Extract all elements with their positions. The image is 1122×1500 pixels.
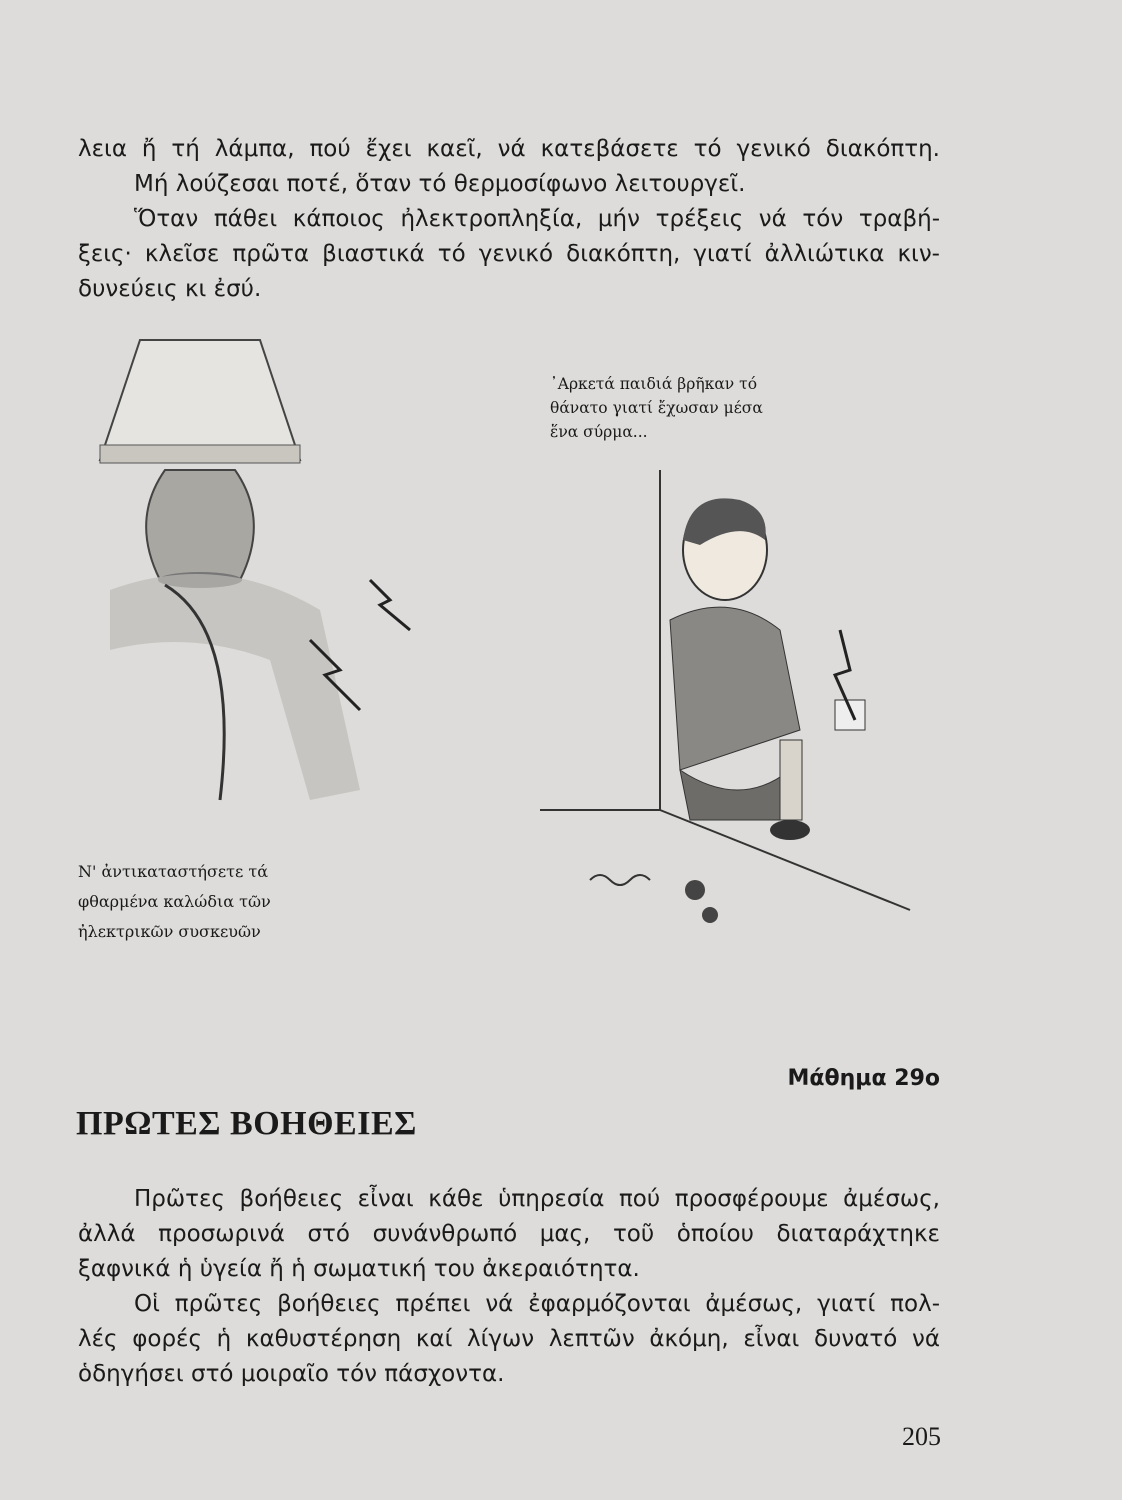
text-line: λές φορές ἡ καθυστέρηση καί λίγων λεπτῶν ἀκόμη, εἶναι δυνατό νά [78,1326,940,1352]
lesson-label: Μάθημα 29ο [787,1066,940,1091]
text-line: Ὅταν πάθει κάποιος ἠλεκτροπληξία, μήν τρέξεις νά τόν τραβή- [134,206,940,232]
page-number: 205 [902,1422,941,1451]
text-line: ἀλλά προσωρινά στό συνάνθρωπό μας, τοῦ ὁποίου διαταράχτηκε [78,1221,940,1247]
caption-left [78,857,271,947]
text-line: ὁδηγήσει στό μοιραῖο τόν πάσχοντα. [78,1361,505,1387]
text-line: Μή λούζεσαι ποτέ, ὅταν τό θερμοσίφωνο λειτουργεῖ. [134,171,746,197]
caption-line: φθαρμένα καλώδια τῶν [78,892,271,911]
caption-line: θάνατο γιατί ἔχωσαν μέσα [550,399,763,417]
lamp-illustration [70,330,430,850]
caption-line: ᾿Αρκετά παιδιά βρῆκαν τό [550,375,758,393]
text-line: λεια ἤ τή λάμπα, πού ἔχει καεῖ, νά κατεβάσετε τό γενικό διακόπτη. [78,136,940,162]
text-line: ξαφνικά ἡ ὑγεία ἤ ἡ σωματική του ἀκεραιότητα. [78,1256,640,1282]
caption-line: ἠλεκτρικῶν συσκευῶν [78,922,261,941]
boy-illustration [540,470,940,950]
caption-line: ἕνα σύρμα... [550,423,648,441]
caption-line: Ν' ἀντικαταστήσετε τά [78,862,269,881]
text-line: ξεις· κλεῖσε πρῶτα βιαστικά τό γενικό διακόπτη, γιατί ἀλλιώτικα κιν- [78,241,940,267]
text-line: Οἱ πρῶτες βοήθειες πρέπει νά ἐφαρμόζονται ἀμέσως, γιατί πολ- [134,1291,940,1317]
text-line: δυνεύεις κι ἐσύ. [78,276,262,302]
text-line: Πρῶτες βοήθειες εἶναι κάθε ὑπηρεσία πού προσφέρουμε ἀμέσως, [134,1186,940,1212]
section-heading: ΠΡΩΤΕΣ ΒΟΗΘΕΙΕΣ [76,1105,417,1142]
caption-right [550,372,763,444]
